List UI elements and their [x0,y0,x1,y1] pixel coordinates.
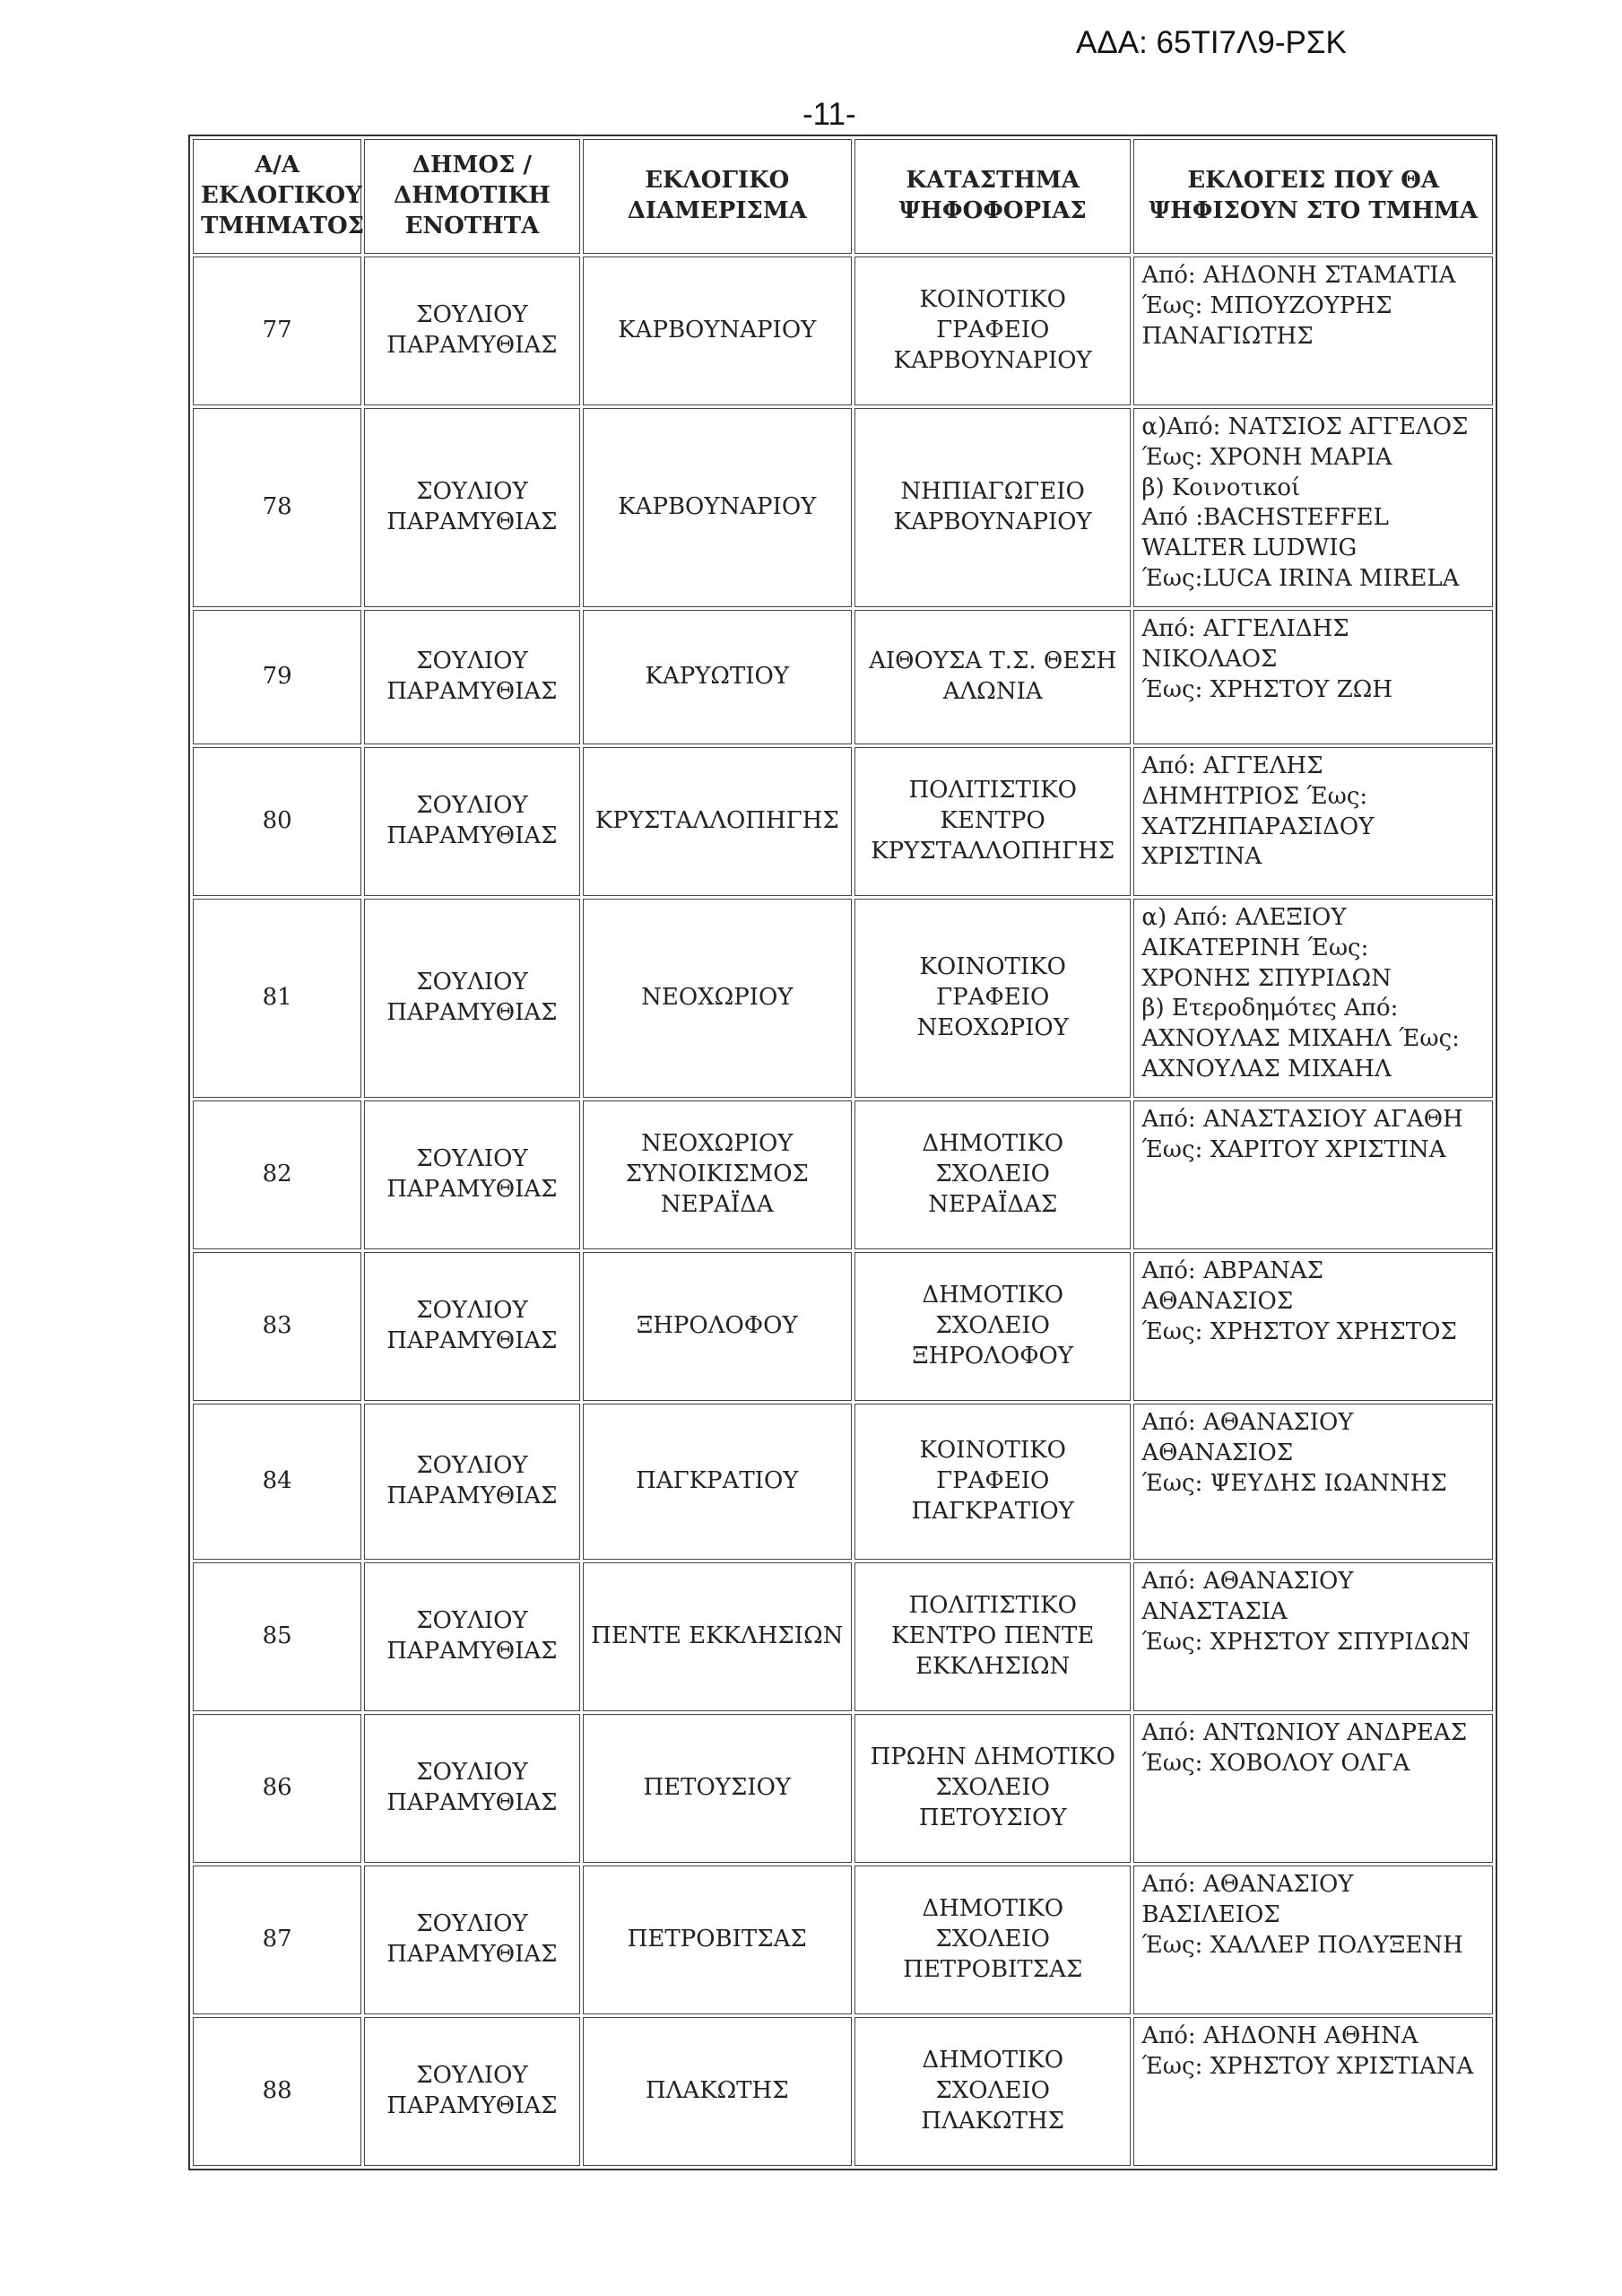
cell-voters-line: ΧΑΤΖΗΠΑΡΑΣΙΔΟΥ [1141,813,1375,840]
cell-municipality-line: ΠΑΡΑΜΥΘΙΑΣ [386,1327,558,1354]
cell-municipality-line: ΣΟΥΛΙΟΥ [416,301,528,329]
column-header-section-number: Α/Α ΕΚΛΟΓΙΚΟΥ ΤΜΗΜΑΤΟΣ [193,139,361,254]
cell-municipality [364,1404,579,1560]
cell-polling-station-line: ΠΕΤΡΟΒΙΤΣΑΣ [903,1955,1083,1983]
cell-district-line: ΝΕΡΑΪΔΑ [660,1190,774,1218]
column-header-polling-station: ΚΑΤΑΣΤΗΜΑ ΨΗΦΟΦΟΡΙΑΣ [854,139,1131,254]
cell-municipality-line: ΣΟΥΛΙΟΥ [416,648,528,675]
cell-municipality [364,1562,579,1711]
cell-polling-station [854,1714,1131,1863]
column-header-municipality: ΔΗΜΟΣ / ΔΗΜΟΤΙΚΗ ΕΝΟΤΗΤΑ [364,139,579,254]
table-row [193,610,1493,744]
table-row [193,257,1493,405]
cell-section-number: 82 [193,1100,361,1249]
cell-district-line: ΠΕΝΤΕ ΕΚΚΛΗΣΙΩΝ [591,1622,844,1650]
cell-municipality [364,408,579,607]
cell-municipality-line: ΠΑΡΑΜΥΘΙΑΣ [386,678,558,705]
cell-polling-station-line: ΞΗΡΟΛΟΦΟΥ [912,1342,1074,1370]
table-header-row [193,139,1493,254]
table-body [193,257,1493,2166]
cell-voters-line: ΑΘΑΝΑΣΙΟΣ [1141,1439,1294,1466]
cell-voters-line: Από: ΑΓΓΕΛΗΣ [1141,752,1323,779]
cell-district-line: ΝΕΟΧΩΡΙΟΥ [641,984,794,1012]
cell-voters [1133,1714,1493,1863]
cell-voters-line: Από: ΑΗΔΟΝΗ ΑΘΗΝΑ [1141,2022,1418,2049]
cell-polling-station-line: ΑΛΩΝΙΑ [942,678,1043,705]
cell-voters [1133,1866,1493,2014]
cell-district [583,1714,852,1863]
cell-voters-line: Έως: ΨΕΥΔΗΣ ΙΩΑΝΝΗΣ [1141,1469,1447,1497]
cell-voters-line: ΑΙΚΑΤΕΡΙΝΗ Έως: [1141,934,1369,961]
cell-polling-station-line: ΠΟΛΙΤΙΣΤΙΚΟ ΚΕΝΤΡΟ [908,777,1077,835]
cell-municipality [364,257,579,405]
column-header-district: ΕΚΛΟΓΙΚΟ ΔΙΑΜΕΡΙΣΜΑ [583,139,852,254]
cell-voters-line: Από: ΑΘΑΝΑΣΙΟΥ [1141,1871,1354,1898]
cell-voters-line: Από: ΑΒΡΑΝΑΣ [1141,1257,1324,1284]
cell-voters-line: β) Κοινοτικοί [1141,474,1301,501]
cell-polling-station [854,747,1131,896]
cell-polling-station-line: ΑΙΘΟΥΣΑ Τ.Σ. ΘΕΣΗ [869,648,1117,675]
cell-municipality-line: ΠΑΡΑΜΥΘΙΑΣ [386,1638,558,1665]
cell-polling-station [854,1562,1131,1711]
cell-municipality-line: ΣΟΥΛΙΟΥ [416,1910,528,1938]
cell-voters-line: Από: ΑΗΔΟΝΗ ΣΤΑΜΑΤΙΑ [1141,262,1456,289]
cell-polling-station-line: ΚΕΝΤΡΟ ΠΕΝΤΕ [891,1622,1095,1650]
cell-municipality-line: ΣΟΥΛΙΟΥ [416,792,528,820]
cell-voters-line: Έως: ΧΑΡΙΤΟΥ ΧΡΙΣΤΙΝΑ [1141,1135,1446,1163]
cell-voters-line: Από: ΑΓΓΕΛΙΔΗΣ [1141,615,1349,642]
cell-municipality [364,1252,579,1401]
cell-district [583,408,852,607]
document-ada-code: ΑΔΑ: 65ΤΙ7Λ9-ΡΣΚ [1076,25,1347,60]
cell-voters [1133,1562,1493,1711]
cell-voters-line: α)Από: ΝΑΤΣΙΟΣ ΑΓΓΕΛΟΣ [1141,413,1469,440]
cell-municipality [364,1100,579,1249]
cell-voters-line: Έως:LUCA IRINA MIRELA [1141,564,1460,592]
cell-section-number: 80 [193,747,361,896]
cell-voters-line: ΒΑΣΙΛΕΙΟΣ [1141,1900,1280,1928]
cell-voters-line: Από: ΑΝΑΣΤΑΣΙΟΥ ΑΓΑΘΗ [1141,1106,1463,1133]
cell-district-line: ΚΑΡΒΟΥΝΑΡΙΟΥ [618,493,817,521]
cell-municipality-line: ΠΑΡΑΜΥΘΙΑΣ [386,999,558,1026]
cell-district [583,1404,852,1560]
cell-polling-station-line: ΚΡΥΣΤΑΛΛΟΠΗΓΗΣ [871,837,1115,865]
cell-district [583,899,852,1098]
cell-municipality-line: ΣΟΥΛΙΟΥ [416,1607,528,1635]
cell-polling-station-line: ΔΗΜΟΤΙΚΟ ΣΧΟΛΕΙΟ [922,2047,1064,2105]
cell-municipality-line: ΠΑΡΑΜΥΘΙΑΣ [386,1483,558,1509]
cell-polling-station-line: ΔΗΜΟΤΙΚΟ ΣΧΟΛΕΙΟ [922,1130,1064,1188]
cell-voters-line: ΝΙΚΟΛΑΟΣ [1141,645,1278,673]
cell-voters-line: Έως: ΧΡΗΣΤΟΥ ΣΠΥΡΙΔΩΝ [1141,1628,1470,1656]
cell-voters-line: Έως: ΧΡΗΣΤΟΥ ΧΡΙΣΤΙΑΝΑ [1141,2052,1474,2080]
cell-municipality-line: ΣΟΥΛΙΟΥ [416,478,528,506]
cell-section-number: 83 [193,1252,361,1401]
table-row [193,1714,1493,1863]
cell-voters-line: β) Ετεροδημότες Από: [1141,995,1399,1022]
cell-section-number: 88 [193,2017,361,2166]
cell-polling-station-line: ΝΗΠΙΑΓΩΓΕΙΟ [900,478,1085,506]
cell-polling-station-line: ΚΟΙΝΟΤΙΚΟ [919,286,1066,314]
cell-polling-station-line: ΝΕΟΧΩΡΙΟΥ [916,1013,1069,1041]
cell-polling-station-line: ΚΟΙΝΟΤΙΚΟ ΓΡΑΦΕΙΟ [919,1437,1066,1495]
cell-municipality [364,1866,579,2014]
table-row [193,899,1493,1098]
cell-voters [1133,257,1493,405]
cell-district [583,1562,852,1711]
cell-voters-line: Έως: ΧΑΛΛΕΡ ΠΟΛΥΞΕΝΗ [1141,1931,1463,1959]
cell-polling-station-line: ΠΛΑΚΩΤΗΣ [921,2107,1064,2135]
cell-polling-station-line: ΔΗΜΟΤΙΚΟ ΣΧΟΛΕΙΟ [922,1895,1064,1953]
cell-voters-line: WALTER LUDWIG [1141,535,1357,562]
cell-district-line: ΣΥΝΟΙΚΙΣΜΟΣ [625,1161,809,1188]
cell-voters-line: Έως: ΧΡΟΝΗ ΜΑΡΙΑ [1141,443,1392,471]
cell-voters-line: Έως: ΜΠΟΥΖΟΥΡΗΣ [1141,291,1392,319]
cell-polling-station [854,2017,1131,2166]
cell-voters-line: ΑΘΑΝΑΣΙΟΣ [1141,1287,1294,1315]
cell-district [583,747,852,896]
cell-district-line: ΠΑΓΚΡΑΤΙΟΥ [636,1467,799,1495]
cell-voters [1133,408,1493,607]
cell-district-line: ΚΑΡΒΟΥΝΑΡΙΟΥ [618,317,817,344]
table-row [193,1100,1493,1249]
cell-voters-line: Έως: ΧΡΗΣΤΟΥ ΖΩΗ [1141,675,1393,703]
cell-polling-station [854,1404,1131,1560]
cell-municipality-line: ΣΟΥΛΙΟΥ [416,1759,528,1787]
cell-voters [1133,1252,1493,1401]
cell-polling-station-line: ΠΑΓΚΡΑΤΙΟΥ [911,1497,1074,1525]
cell-voters-line: ΔΗΜΗΤΡΙΟΣ Έως: [1141,782,1368,810]
cell-polling-station [854,408,1131,607]
cell-polling-station-line: ΓΡΑΦΕΙΟ [936,317,1050,344]
cell-polling-station [854,899,1131,1098]
cell-district [583,1100,852,1249]
cell-section-number: 84 [193,1404,361,1560]
cell-municipality [364,899,579,1098]
cell-polling-station-line: ΕΚΚΛΗΣΙΩΝ [915,1652,1071,1680]
table-row [193,1404,1493,1560]
column-header-voters: ΕΚΛΟΓΕΙΣ ΠΟΥ ΘΑ ΨΗΦΙΣΟΥΝ ΣΤΟ ΤΜΗΜΑ [1133,139,1493,254]
cell-polling-station-line: ΣΧΟΛΕΙΟ ΠΕΤΟΥΣΙΟΥ [918,1774,1067,1831]
cell-voters [1133,899,1493,1098]
cell-municipality [364,747,579,896]
cell-section-number: 79 [193,610,361,744]
table-row [193,2017,1493,2166]
cell-district [583,610,852,744]
cell-municipality-line: ΣΟΥΛΙΟΥ [416,1452,528,1480]
cell-district-line: ΠΛΑΚΩΤΗΣ [645,2077,789,2105]
table-row [193,747,1493,896]
cell-municipality-line: ΠΑΡΑΜΥΘΙΑΣ [386,822,558,849]
cell-voters [1133,2017,1493,2166]
cell-voters-line: ΠΑΝΑΓΙΩΤΗΣ [1141,322,1314,350]
table-row [193,1866,1493,2014]
cell-voters-line: Έως: ΧΟΒΟΛΟΥ ΟΛΓΑ [1141,1749,1410,1777]
cell-district [583,1866,852,2014]
cell-section-number: 85 [193,1562,361,1711]
cell-polling-station [854,1866,1131,2014]
cell-voters [1133,610,1493,744]
cell-voters [1133,747,1493,896]
table-row [193,1252,1493,1401]
cell-voters-line: ΑΧΝΟΥΛΑΣ ΜΙΧΑΗΛ Έως: [1141,1025,1460,1053]
cell-polling-station [854,257,1131,405]
cell-polling-station-line: ΚΑΡΒΟΥΝΑΡΙΟΥ [893,346,1092,374]
cell-voters-line: α) Από: ΑΛΕΞΙΟΥ [1141,904,1347,931]
cell-municipality-line: ΣΟΥΛΙΟΥ [416,969,528,996]
cell-voters-line: ΧΡΙΣΤΙΝΑ [1141,843,1262,871]
cell-voters [1133,1404,1493,1560]
cell-municipality-line: ΠΑΡΑΜΥΘΙΑΣ [386,332,558,359]
cell-voters-line: Έως: ΧΡΗΣΤΟΥ ΧΡΗΣΤΟΣ [1141,1318,1457,1345]
cell-municipality-line: ΠΑΡΑΜΥΘΙΑΣ [386,1176,558,1203]
cell-polling-station-line: ΠΡΩΗΝ ΔΗΜΟΤΙΚΟ [870,1744,1115,1771]
cell-voters-line: Από: ΑΘΑΝΑΣΙΟΥ [1141,1409,1354,1436]
cell-municipality [364,610,579,744]
cell-municipality-line: ΣΟΥΛΙΟΥ [416,2062,528,2090]
cell-district-line: ΠΕΤΟΥΣΙΟΥ [643,1774,792,1802]
cell-section-number: 78 [193,408,361,607]
table-row [193,1562,1493,1711]
cell-polling-station-line: ΚΑΡΒΟΥΝΑΡΙΟΥ [893,509,1092,535]
cell-polling-station [854,610,1131,744]
cell-district-line: ΝΕΟΧΩΡΙΟΥ [641,1130,794,1158]
cell-polling-station-line: ΠΟΛΙΤΙΣΤΙΚΟ [908,1592,1077,1620]
cell-municipality [364,2017,579,2166]
cell-voters-line: Από: ΑΝΤΩΝΙΟΥ ΑΝΔΡΕΑΣ [1141,1719,1468,1746]
cell-district-line: ΠΕΤΡΟΒΙΤΣΑΣ [627,1926,807,1953]
cell-municipality-line: ΣΟΥΛΙΟΥ [416,1297,528,1325]
cell-municipality-line: ΠΑΡΑΜΥΘΙΑΣ [386,1789,558,1816]
cell-municipality-line: ΠΑΡΑΜΥΘΙΑΣ [386,509,558,535]
cell-municipality-line: ΠΑΡΑΜΥΘΙΑΣ [386,2092,558,2119]
cell-district [583,2017,852,2166]
polling-stations-table [188,135,1497,2170]
cell-voters-line: ΑΧΝΟΥΛΑΣ ΜΙΧΑΗΛ [1141,1055,1392,1083]
cell-section-number: 77 [193,257,361,405]
cell-polling-station-line: ΔΗΜΟΤΙΚΟ ΣΧΟΛΕΙΟ [922,1282,1064,1340]
cell-polling-station [854,1252,1131,1401]
cell-district-line: ΞΗΡΟΛΟΦΟΥ [636,1312,798,1340]
cell-voters-line: Από: ΑΘΑΝΑΣΙΟΥ [1141,1568,1354,1595]
cell-polling-station-line: ΚΟΙΝΟΤΙΚΟ ΓΡΑΦΕΙΟ [919,953,1066,1012]
cell-district [583,1252,852,1401]
page-number: -11- [802,97,856,132]
cell-voters-line: Από :BACHSTEFFEL [1141,504,1389,532]
cell-polling-station-line: ΝΕΡΑΪΔΑΣ [928,1190,1058,1218]
cell-municipality-line: ΠΑΡΑΜΥΘΙΑΣ [386,1941,558,1968]
cell-voters [1133,1100,1493,1249]
cell-municipality-line: ΣΟΥΛΙΟΥ [416,1145,528,1173]
cell-section-number: 86 [193,1714,361,1863]
cell-district-line: ΚΑΡΥΩΤΙΟΥ [645,663,790,691]
cell-municipality [364,1714,579,1863]
cell-section-number: 87 [193,1866,361,2014]
cell-district [583,257,852,405]
cell-voters-line: ΑΝΑΣΤΑΣΙΑ [1141,1597,1288,1625]
cell-voters-line: ΧΡΟΝΗΣ ΣΠΥΡΙΔΩΝ [1141,964,1392,992]
table-row [193,408,1493,607]
cell-polling-station [854,1100,1131,1249]
cell-district-line: ΚΡΥΣΤΑΛΛΟΠΗΓΗΣ [594,807,839,835]
cell-section-number: 81 [193,899,361,1098]
